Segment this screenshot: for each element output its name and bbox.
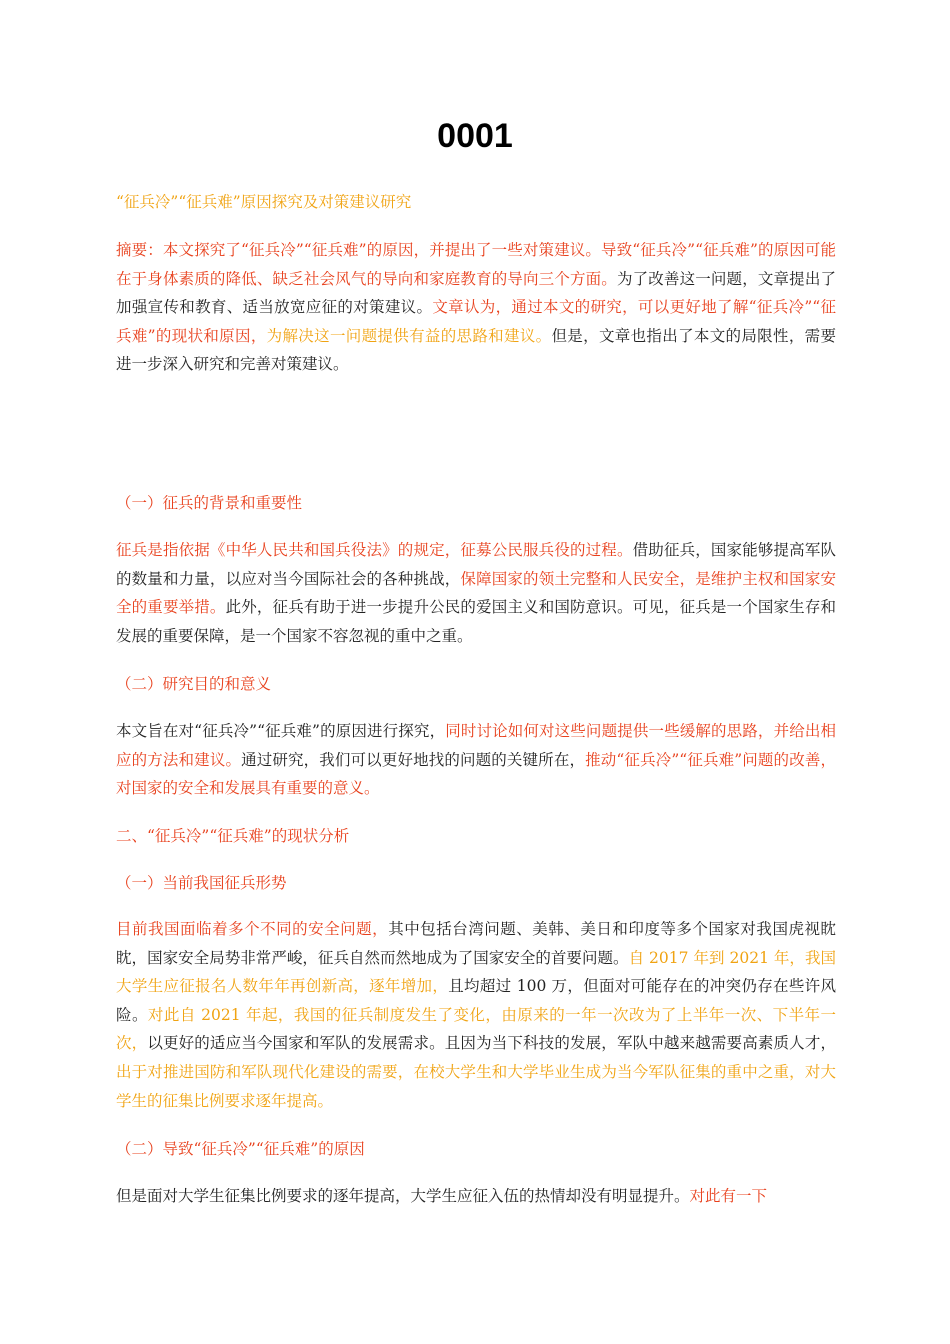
abstract-segment: 但是，文章也指出了本文的局限性，需要进一步深入研究和完善对策建议。 <box>116 326 836 374</box>
abstract-segment: 摘要：本文探究了“征兵冷”“征兵难”的原因，并提出了一些对策建议。导致“征兵冷”“征兵难”的原因可能在于身体素质的降低、缺乏社会风气的导向和家庭教育的导向三个方面。 <box>116 241 836 288</box>
situation-segment: 目前我国面临着多个不同的安全问题， <box>116 920 389 938</box>
background-segment: 此外，征兵有助于进一步提升公民的爱国主义和国防意识。可见，征兵是一个国家生存和发展的重要保障，是一个国家不容忽视的重中之重。 <box>116 598 836 645</box>
purpose-segment: 通过研究，我们可以更好地找的问题的关键所在， <box>241 750 586 769</box>
purpose-segment: 推动“征兵冷”“征兵难”问题的改善，对国家的安全和发展具有重要的意义。 <box>116 750 836 798</box>
heading-purpose: （二）研究目的和意义 <box>116 675 272 693</box>
abstract-segment: 为解决这一问题提供有益的思路和建议。 <box>266 326 552 345</box>
situation-segment: 对此自 2021 年起，我国的征兵制度发生了变化，由原来的一年一次改为了上半年一次、下半年一次， <box>116 1005 836 1053</box>
document-id: 0001 <box>437 117 513 155</box>
purpose-segment: 同时讨论如何对这些问题提供一些缓解的思路，并给出相应的方法和建议。 <box>116 722 836 769</box>
reasons-segment: 对此有一下 <box>689 1187 768 1205</box>
background-segment: 征兵是指依据《中华人民共和国兵役法》的规定，征募公民服兵役的过程。 <box>116 541 633 559</box>
abstract-segment: 为了改善这一问题，文章提出了加强宣传和教育、适当放宽应征的对策建议。 <box>116 269 836 317</box>
heading-section-2: 二、“征兵冷”“征兵难”的现状分析 <box>116 827 350 845</box>
paper-title: “征兵冷”“征兵难”原因探究及对策建议研究 <box>116 193 412 211</box>
situation-segment: 以更好的适应当今国家和军队的发展需求。且因为当下科技的发展，军队中越来越需要高素质人才， <box>147 1034 836 1053</box>
heading-background: （一）征兵的背景和重要性 <box>116 494 303 512</box>
situation-segment: 自 2017 年到 2021 年，我国大学生应征报名人数年年再创新高，逐年增加， <box>116 948 836 996</box>
heading-situation: （一）当前我国征兵形势 <box>116 874 287 892</box>
background-segment: 借助征兵，国家能够提高军队的数量和力量，以应对当今国际社会的各种挑战， <box>116 541 836 588</box>
situation-segment: 出于对推进国防和军队现代化建设的需要，在校大学生和大学毕业生成为当今军队征集的重中之重，对大学生的征集比例要求逐年提高。 <box>116 1062 836 1110</box>
abstract-segment: 文章认为，通过本文的研究，可以更好地了解“征兵冷”“征兵难”的现状和原因， <box>116 298 836 345</box>
background-paragraph <box>116 536 836 650</box>
situation-segment: 且均超过 100 万，但面对可能存在的冲突仍存在些许风险。 <box>116 977 836 1024</box>
abstract-paragraph <box>116 236 836 379</box>
situation-paragraph <box>116 915 836 1115</box>
heading-reasons: （二）导致“征兵冷”“征兵难”的原因 <box>116 1140 365 1158</box>
reasons-segment: 但是面对大学生征集比例要求的逐年提高，大学生应征入伍的热情却没有明显提升。 <box>116 1187 690 1205</box>
situation-segment: 其中包括台湾问题、美韩、美日和印度等多个国家对我国虎视眈眈，国家安全局势非常严峻，征兵自然而然地成为了国家安全的首要问题。 <box>116 920 836 967</box>
reasons-paragraph <box>116 1182 836 1211</box>
background-segment: 保障国家的领土完整和人民安全，是维护主权和国家安全的重要举措。 <box>116 569 836 617</box>
purpose-segment: 本文旨在对“征兵冷”“征兵难”的原因进行探究， <box>116 722 446 740</box>
purpose-paragraph <box>116 717 836 803</box>
